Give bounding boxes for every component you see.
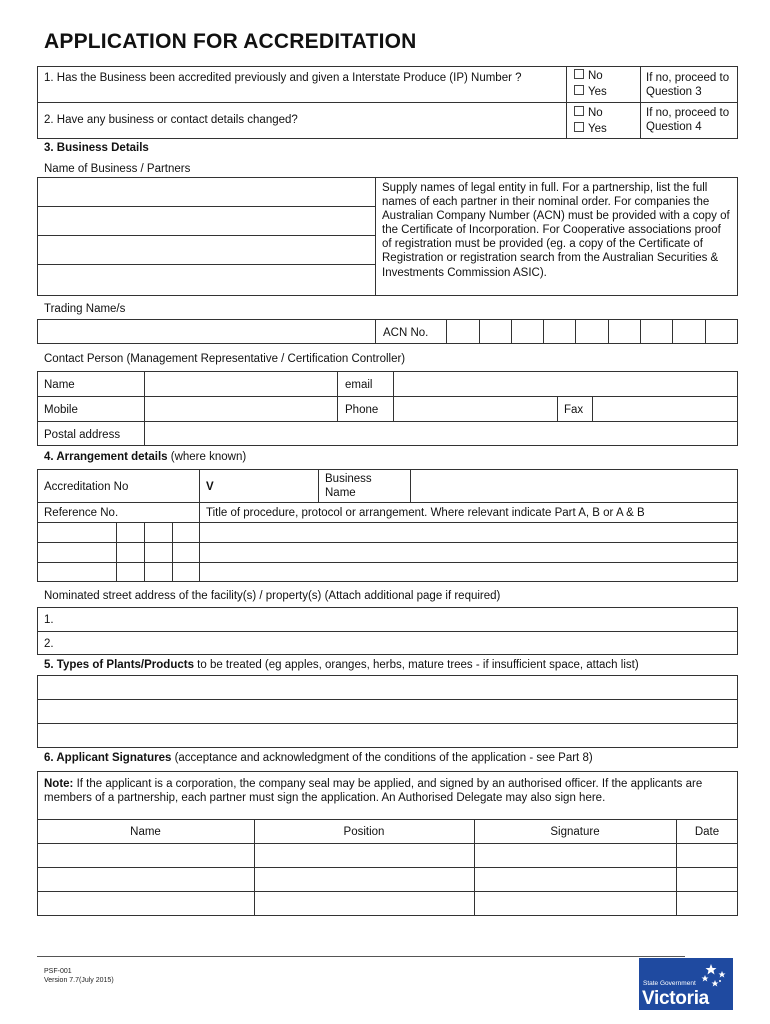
reference-row-2[interactable] [37, 543, 199, 562]
supply-names-instructions: Supply names of legal entity in full. For a partnership, list the full names of each partner in their nominal order. For companies the Australian Company Number (ACN) must be provided with a copy of the Certificate of Incorporation. For Cooperative associations proof of registration must be provided (eg. a copy of the Certificate of Registration or registration search from the Australian Securities & Investments Commission ASIC). [382, 182, 730, 279]
question-1-yes-option[interactable]: Yes [574, 85, 607, 99]
arrangement-business-name-input[interactable] [411, 470, 737, 501]
business-name-input-1[interactable] [37, 177, 376, 207]
signature-col-date: Date [694, 826, 720, 838]
reference-row-1[interactable] [37, 523, 199, 542]
reference-no-label: Reference No. [44, 507, 119, 519]
facility-address-1[interactable]: 1. [44, 614, 54, 626]
signatory-row-1[interactable] [38, 844, 737, 867]
logo-victoria-text: Victoria [642, 988, 709, 1009]
postal-address-input[interactable] [145, 422, 737, 445]
procedure-title-input-1[interactable] [200, 523, 737, 542]
question-1-skip-note: If no, proceed to Question 3 [646, 72, 730, 98]
contact-phone-input[interactable] [394, 397, 556, 420]
business-name-input-3[interactable] [37, 236, 376, 265]
procedure-title-input-3[interactable] [200, 563, 737, 581]
contact-fax-input[interactable] [593, 397, 737, 420]
accreditation-no-label: Accreditation No [44, 481, 129, 493]
victoria-logo [639, 958, 733, 1010]
form-code: PSF-001 [44, 968, 72, 975]
contact-person-label: Contact Person (Management Representative / Certification Controller) [44, 353, 406, 365]
contact-fax-label: Fax [564, 404, 584, 416]
section-4-heading: 4. Arrangement details (where known) [44, 451, 247, 463]
question-1-no-option[interactable]: No [574, 69, 603, 83]
checkbox-q1-yes[interactable] [574, 85, 584, 95]
business-name-input-2[interactable] [37, 207, 376, 236]
business-name-field-label: Business Name [325, 473, 372, 499]
procedure-title-label: Title of procedure, protocol or arrangement. Where relevant indicate Part A, B or A & B [206, 507, 645, 519]
facility-address-label: Nominated street address of the facility(s) / property(s) (Attach additional page if required) [44, 590, 501, 602]
section-6-heading: 6. Applicant Signatures (acceptance and acknowledgment of the conditions of the application - see Part 8) [44, 752, 593, 764]
contact-email-input[interactable] [394, 372, 737, 395]
section-5-heading: 5. Types of Plants/Products to be treated (eg apples, oranges, herbs, mature trees - if insufficient space, attach list) [44, 659, 639, 671]
contact-name-input[interactable] [145, 372, 336, 395]
checkbox-q2-no[interactable] [574, 106, 584, 116]
signature-col-position: Position [343, 826, 385, 838]
contact-name-label: Name [44, 379, 75, 391]
checkbox-q1-no[interactable] [574, 69, 584, 79]
checkbox-q2-yes[interactable] [574, 122, 584, 132]
question-2-yes-option[interactable]: Yes [574, 122, 607, 136]
signatory-row-2[interactable] [38, 868, 737, 891]
section-3-heading: 3. Business Details [44, 142, 149, 154]
business-name-label: Name of Business / Partners [44, 163, 191, 175]
plants-products-input-2[interactable] [38, 700, 737, 723]
logo-state-government-text: State Government [643, 980, 696, 987]
signatures-note: Note: If the applicant is a corporation, the company seal may be applied, and signed by an authorised officer. If the applicants are members of a partnership, each partner must sign the application. An Authorised Delegate may also sign here. [44, 778, 703, 804]
plants-products-input-1[interactable] [38, 676, 737, 699]
acn-digit-cells[interactable] [446, 319, 738, 344]
page-title: APPLICATION FOR ACCREDITATION [44, 30, 417, 53]
signature-col-signature: Signature [550, 826, 600, 838]
question-1-text: 1. Has the Business been accredited previously and given a Interstate Produce (IP) Number ? [44, 72, 522, 84]
contact-phone-label: Phone [345, 404, 379, 416]
facility-address-2[interactable]: 2. [44, 638, 54, 650]
question-2-text: 2. Have any business or contact details changed? [44, 114, 298, 126]
contact-email-label: email [345, 379, 373, 391]
signature-col-name: Name [130, 826, 161, 838]
question-2-skip-note: If no, proceed to Question 4 [646, 107, 730, 133]
postal-address-label: Postal address [44, 429, 121, 441]
acn-label: ACN No. [383, 327, 429, 339]
trading-name-input[interactable] [37, 319, 376, 344]
question-2-no-option[interactable]: No [574, 106, 603, 120]
contact-mobile-input[interactable] [145, 397, 336, 420]
accreditation-no-input[interactable]: V [206, 481, 214, 493]
signatory-row-3[interactable] [38, 892, 737, 915]
trading-name-label: Trading Name/s [44, 303, 126, 315]
form-version: Version 7.7(July 2015) [44, 977, 114, 984]
plants-products-input-3[interactable] [38, 724, 737, 747]
business-name-input-4[interactable] [37, 265, 376, 296]
footer-rule [37, 956, 685, 957]
reference-row-3[interactable] [37, 563, 199, 581]
procedure-title-input-2[interactable] [200, 543, 737, 562]
contact-mobile-label: Mobile [44, 404, 78, 416]
